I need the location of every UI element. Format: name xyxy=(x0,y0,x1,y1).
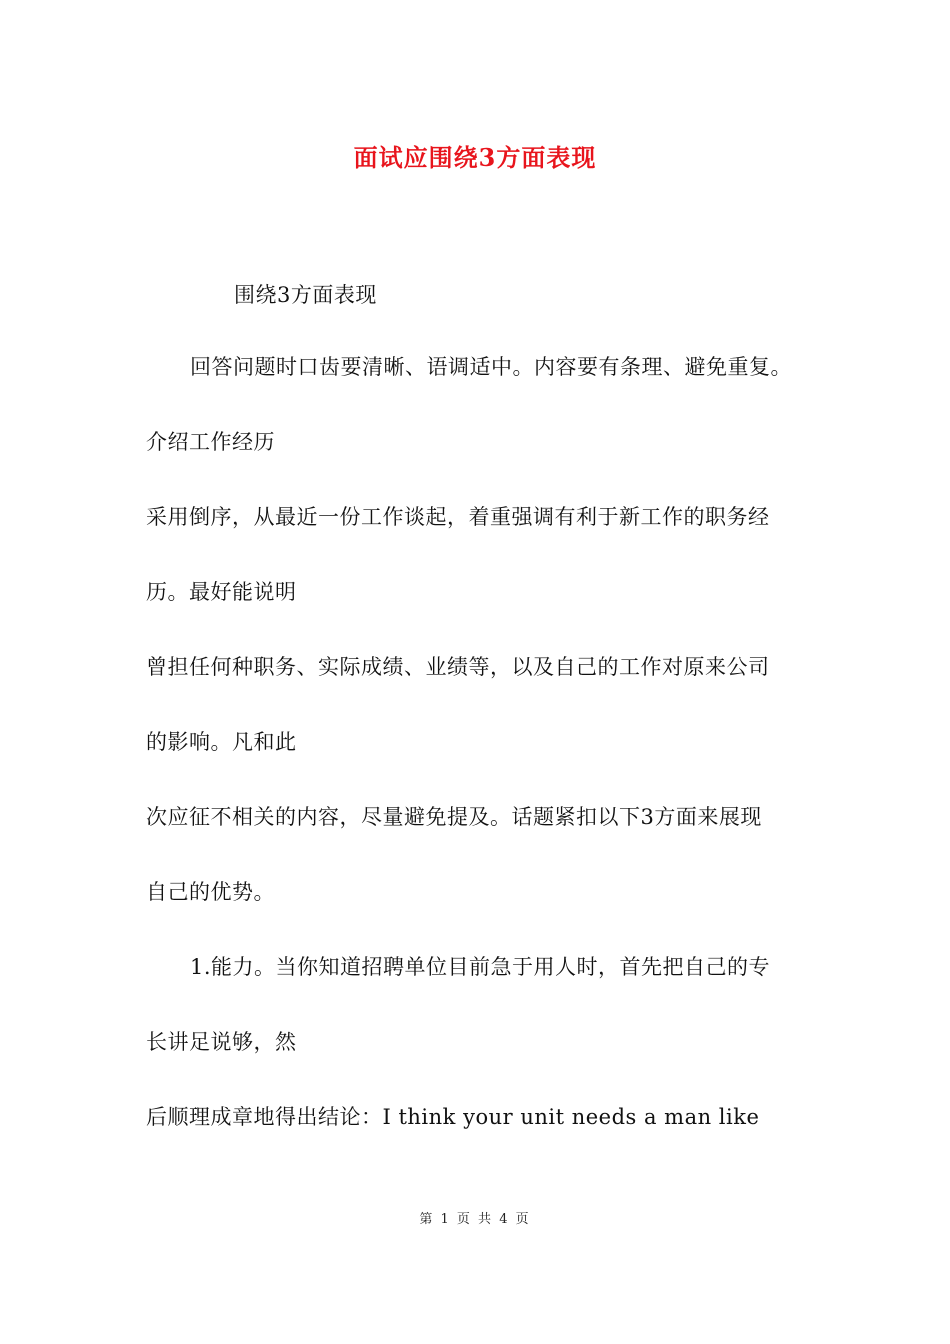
paragraph-line: 历。最好能说明 xyxy=(146,580,297,604)
paragraph-line: 次应征不相关的内容，尽量避免提及。话题紧扣以下3方面来展现 xyxy=(146,805,762,829)
section-heading: 围绕3方面表现 xyxy=(234,283,377,307)
paragraph-line: 采用倒序，从最近一份工作谈起，着重强调有利于新工作的职务经 xyxy=(146,505,770,529)
paragraph-line: 长讲足说够，然 xyxy=(146,1030,297,1054)
paragraph-line: 曾担任何种职务、实际成绩、业绩等，以及自己的工作对原来公司 xyxy=(146,655,770,679)
paragraph-line: 后顺理成章地得出结论：I think your unit needs a man like xyxy=(146,1105,760,1129)
paragraph-line: 自己的优势。 xyxy=(146,880,275,904)
document-title: 面试应围绕3方面表现 xyxy=(353,143,597,172)
page-footer: 第 1 页 共 4 页 xyxy=(419,1212,531,1227)
paragraph-line: 的影响。凡和此 xyxy=(146,730,297,754)
paragraph-line: 介绍工作经历 xyxy=(146,430,275,454)
paragraph-line: 1.能力。当你知道招聘单位目前急于用人时，首先把自己的专 xyxy=(190,955,771,979)
paragraph-line: 回答问题时口齿要清晰、语调适中。内容要有条理、避免重复。 xyxy=(190,355,792,379)
